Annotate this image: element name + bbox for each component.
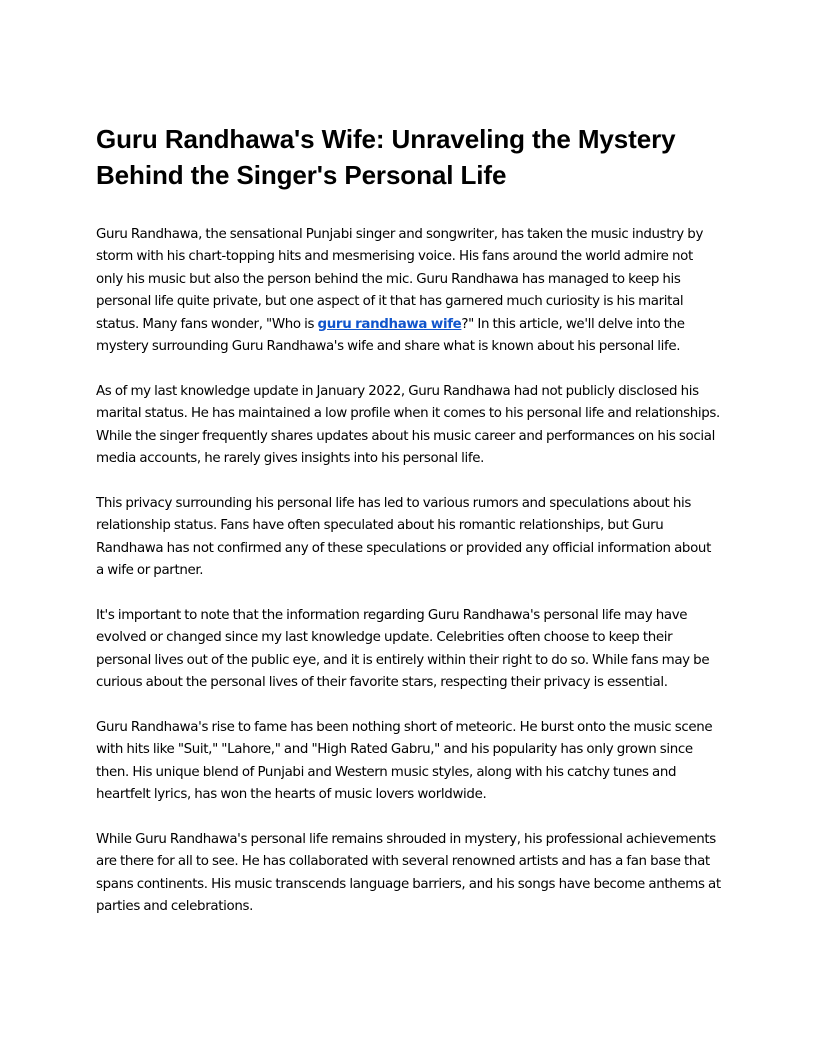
article-paragraph-1 [96,224,722,358]
article-paragraph-4: It's important to note that the information regarding Guru Randhawa's personal life may have evolved or changed since my last knowledge update. Celebrities often choose to keep their personal lives out of the public eye, and it is entirely within their right to do so. While fans may be curious about the personal lives of their favorite stars, respecting their privacy is essential. [96,607,710,691]
document-page [96,121,722,941]
article-title: Guru Randhawa's Wife: Unraveling the Mystery Behind the Singer's Personal Life [96,124,676,190]
guru-randhawa-wife-link[interactable]: guru randhawa wife [317,316,462,332]
paragraph-1-text-before: Guru Randhawa, the sensational Punjabi singer and songwriter, has taken the music industry by storm with his chart-topping hits and mesmerising voice. His fans around the world admire not only his music but also the person behind the mic. Guru Randhawa has managed to keep his personal life quite private, but one aspect of it that has garnered much curiosity is his marital status. Many fans wonder, "Who is [96,227,704,332]
article-paragraph-5: Guru Randhawa's rise to fame has been nothing short of meteoric. He burst onto the music scene with hits like "Suit," "Lahore," and "High Rated Gabru," and his popularity has only grown since then. His unique blend of Punjabi and Western music styles, along with his catchy tunes and heartfelt lyrics, has won the hearts of music lovers worldwide. [96,719,713,803]
paragraph-1-text-after: ?" In this article, we'll delve into the mystery surrounding Guru Randhawa's wife and share what is known about his personal life. [96,316,685,355]
article-paragraph-2: As of my last knowledge update in January 2022, Guru Randhawa had not publicly disclosed his marital status. He has maintained a low profile when it comes to his personal life and relationships. While the singer frequently shares updates about his music career and performances on his social media accounts, he rarely gives insights into his personal life. [96,383,720,467]
article-paragraph-3: This privacy surrounding his personal life has led to various rumors and speculations about his relationship status. Fans have often speculated about his romantic relationships, but Guru Randhawa has not confirmed any of these speculations or provided any official information about a wife or partner. [96,495,711,579]
article-paragraph-6: While Guru Randhawa's personal life remains shrouded in mystery, his professional achievements are there for all to see. He has collaborated with several renowned artists and has a fan base that spans continents. His music transcends language barriers, and his songs have become anthems at parties and celebrations. [96,831,721,915]
